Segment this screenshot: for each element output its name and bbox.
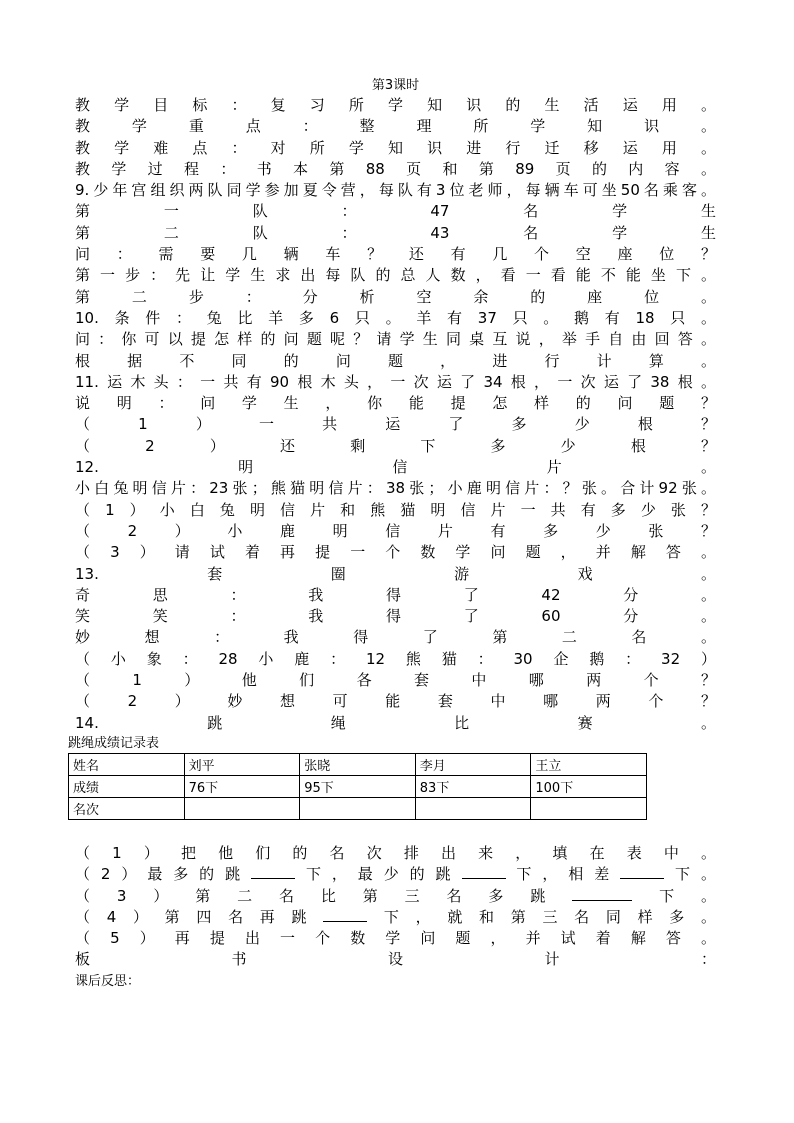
- text-line: 教学目标：复习所学知识的生活运用。: [75, 96, 716, 114]
- text-segment: 下。: [664, 865, 716, 884]
- text-segment: （2）最多的跳: [75, 865, 252, 884]
- text-line: （2）妙想可能套中哪两个？: [75, 692, 716, 711]
- text-line: 第一步：先让学生求出每队的总人数，看一看能不能坐下。: [75, 266, 716, 285]
- answer-blank: [251, 864, 295, 879]
- text-line: 10.条件：兔比羊多6只。羊有37只。鹅有18只。: [75, 308, 716, 327]
- table-cell: 张晓: [300, 753, 416, 775]
- text-line: 根据不同的问题，进行计算。: [75, 351, 716, 370]
- text-line: 11.运木头：一共有90根木头，一次运了34根，一次运了38根。: [75, 372, 716, 391]
- answer-blank: [462, 864, 506, 879]
- table-cell: 成绩: [69, 775, 185, 797]
- text-line: （1）他们各套中哪两个？: [75, 671, 716, 690]
- table-cell: 100下: [531, 775, 647, 797]
- table-caption: 跳绳成绩记录表: [68, 735, 160, 751]
- lesson-document: [68, 76, 716, 992]
- table-cell: 76下: [184, 775, 300, 797]
- answer-blank: [620, 864, 664, 879]
- text-line: 问：你可以提怎样的问题呢？请学生同桌互说，举手自由回答。: [75, 330, 716, 349]
- text-segment: 下。: [632, 886, 716, 905]
- question-2: [75, 864, 716, 885]
- text-segment: （4）第四名再跳: [75, 907, 324, 926]
- text-line: 第一队：47名学生: [75, 202, 716, 221]
- text-line: 教学过程：书本第88页和第89页的内容。: [75, 159, 716, 178]
- answer-blank: [323, 907, 367, 922]
- text-line: （小象：28小鹿：12熊猫：30企鹅：32）: [75, 649, 716, 668]
- text-line: （1）一共运了多少根？: [75, 415, 716, 434]
- table-cell: [415, 797, 531, 819]
- text-line: 第二步：分析空余的座位。: [75, 287, 716, 306]
- text-line: 第二队：43名学生: [75, 223, 716, 242]
- text-line: 12.明信片。: [75, 458, 716, 477]
- page-title: 第3课时: [371, 78, 420, 93]
- text-line: 9.少年宫组织两队同学参加夏令营，每队有3位老师，每辆车可坐50名乘客。: [75, 181, 716, 200]
- text-line: 小白兔明信片：23张；熊猫明信片：38张；小鹿明信片：？张。合计92张。: [75, 479, 716, 498]
- table-cell: 名次: [69, 797, 185, 819]
- table-cell: 95下: [300, 775, 416, 797]
- text-line: （3）请试着再提一个数学问题，并解答。: [75, 543, 716, 562]
- text-line: 奇思：我得了42分。: [75, 585, 716, 604]
- text-segment: （3）第二名比第三名多跳: [75, 886, 573, 905]
- text-segment: 下，相差: [505, 865, 621, 884]
- table-cell: 王立: [531, 753, 647, 775]
- answer-blank: [572, 886, 632, 901]
- table-cell: 83下: [415, 775, 531, 797]
- text-line: 14.跳绳比赛。: [75, 713, 716, 732]
- table-row-scores: [69, 775, 647, 797]
- table-cell: [184, 797, 300, 819]
- table-cell: 刘平: [184, 753, 300, 775]
- table-row-names: [69, 753, 647, 775]
- table-cell: 姓名: [69, 753, 185, 775]
- table-cell: [531, 797, 647, 819]
- text-line: 问：需要几辆车？还有几个空座位？: [75, 245, 716, 264]
- text-line: （2）小鹿明信片有多少张？: [75, 521, 716, 540]
- reflection: 课后反思：: [75, 973, 141, 989]
- rope-skipping-table: [68, 753, 647, 820]
- text-line: 笑笑：我得了60分。: [75, 607, 716, 626]
- text-line: （1）小白兔明信片和熊猫明信片一共有多少张？: [75, 500, 716, 519]
- text-segment: 下，最少的跳: [295, 865, 462, 884]
- lesson-body: [75, 95, 716, 734]
- board-design: 板书设计：: [75, 950, 716, 969]
- text-line: 13.套圈游戏。: [75, 564, 716, 583]
- text-segment: 下，就和第三名同样多。: [367, 907, 716, 926]
- question-1: （1）把他们的名次排出来，填在表中。: [75, 843, 716, 862]
- text-line: 教学重点：整理所学知识。: [75, 117, 716, 136]
- text-line: 妙想：我得了第二名。: [75, 628, 716, 647]
- text-line: 说明：问学生，你能提怎样的问题？: [75, 394, 716, 413]
- question-5: （5）再提出一个数学问题，并试着解答。: [75, 929, 716, 948]
- table-row-ranks: [69, 797, 647, 819]
- text-line: 教学难点：对所学知识进行迁移运用。: [75, 138, 716, 157]
- question-4: [75, 907, 716, 928]
- question-3: [75, 886, 716, 907]
- table-cell: 李月: [415, 753, 531, 775]
- table-cell: [300, 797, 416, 819]
- text-line: （2）还剩下多少根？: [75, 436, 716, 455]
